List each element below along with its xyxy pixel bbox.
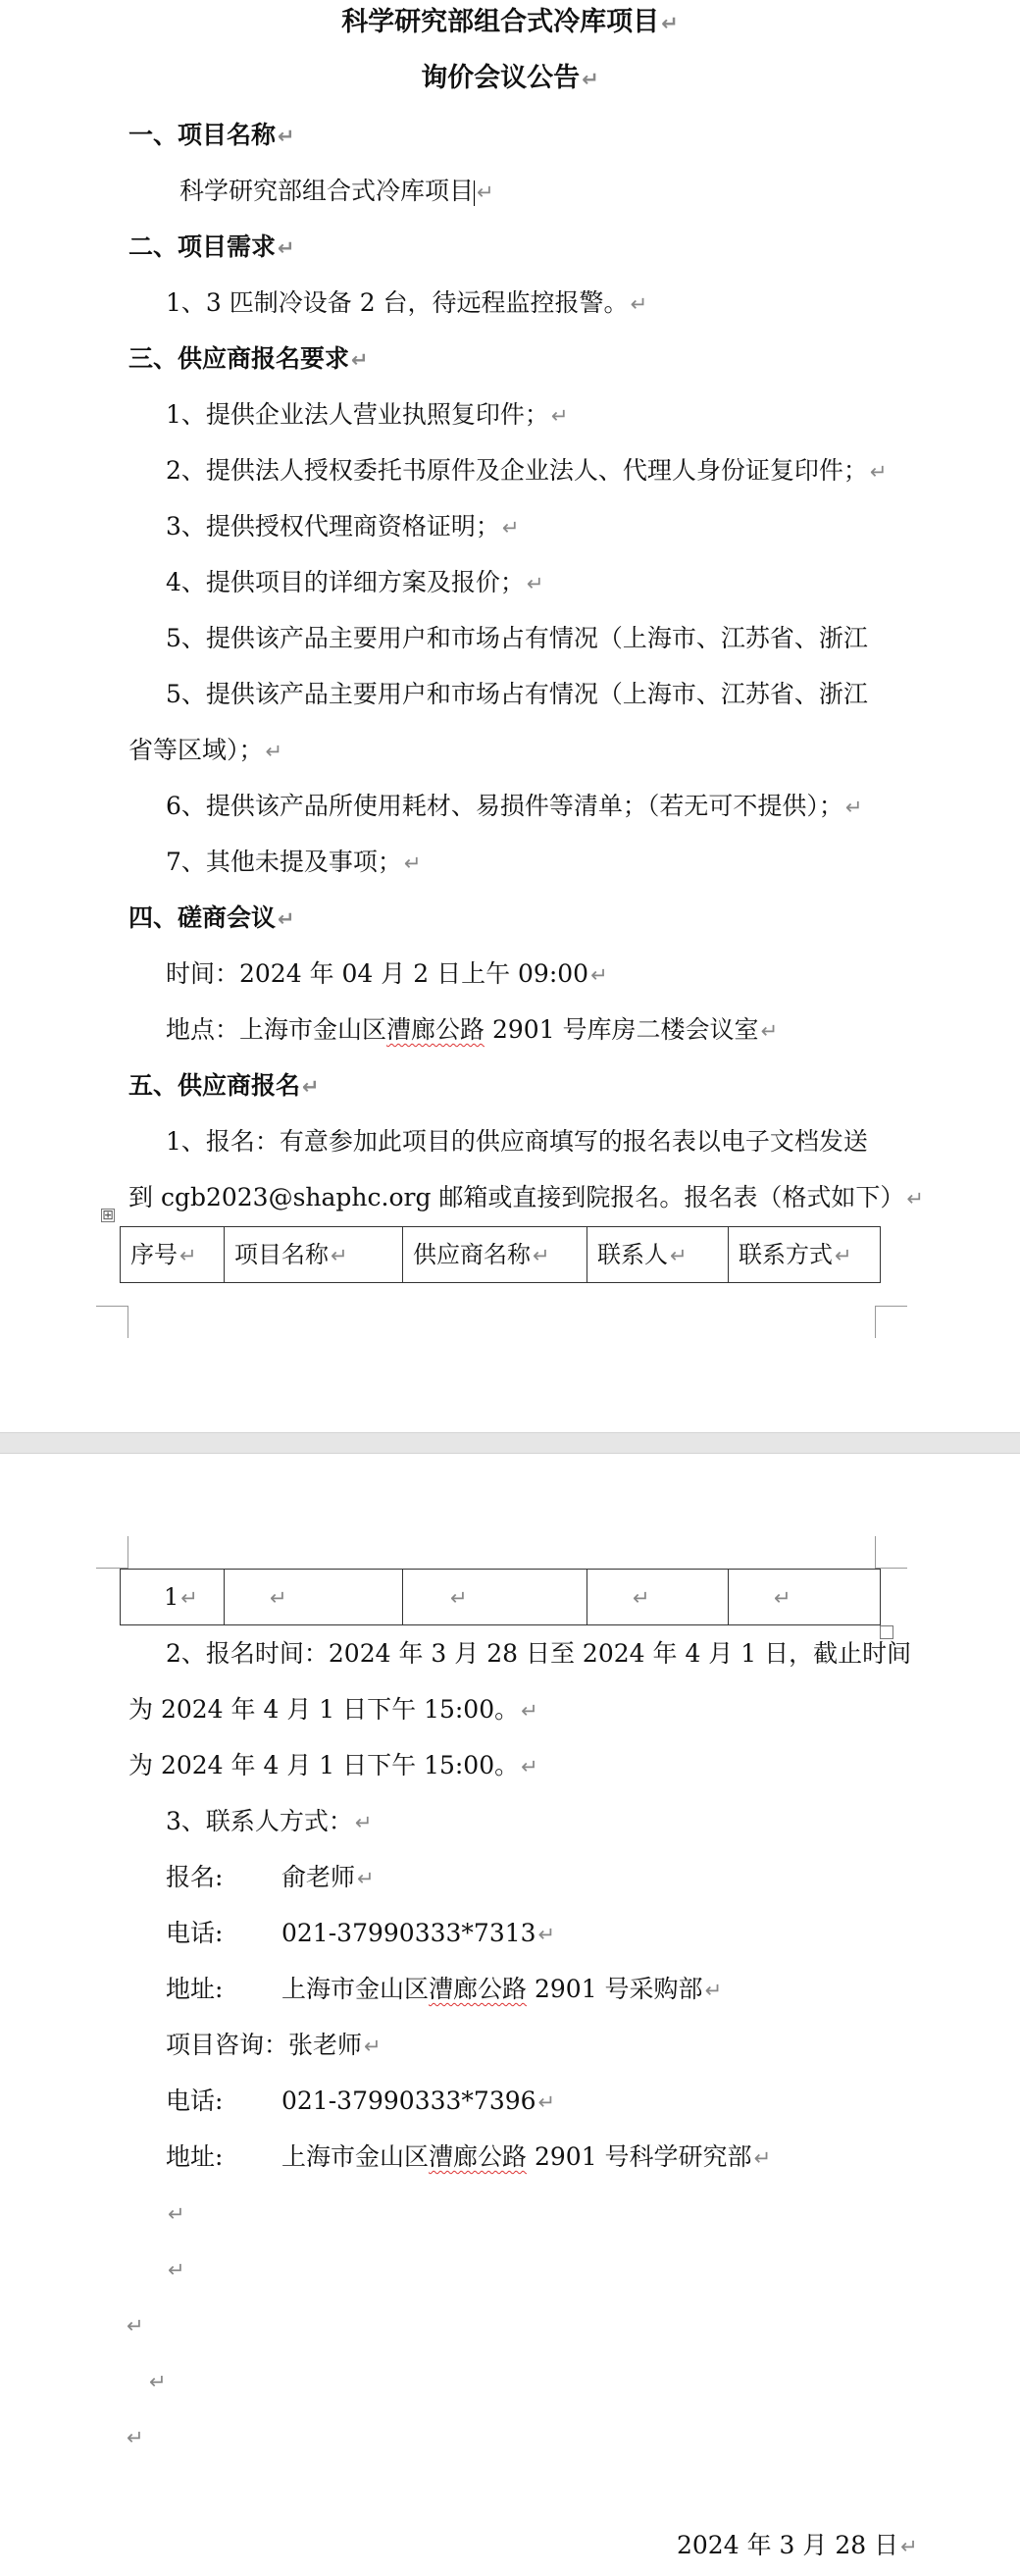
registration-time-line-3: 为 2024 年 4 月 1 日下午 15:00。↵ <box>128 1751 538 1779</box>
contact-heading: 3、联系人方式：↵ <box>166 1807 373 1835</box>
title-line-2: 询价会议公告↵ <box>421 63 599 93</box>
registration-time-line-1: 2、报名时间：2024 年 3 月 28 日至 2024 年 4 月 1 日，截止时间 <box>166 1639 912 1668</box>
empty-paragraph: ↵ <box>168 2258 185 2282</box>
requirement-item: 3、提供授权代理商资格证明；↵ <box>166 512 520 541</box>
empty-paragraph: ↵ <box>149 2370 167 2394</box>
requirement-item: 6、提供该产品所使用耗材、易损件等清单；（若无可不提供）；↵ <box>166 792 863 820</box>
document-date: 2024 年 3 月 28 日↵ <box>677 2531 918 2559</box>
section-2-item-1: 1、3 匹制冷设备 2 台，待远程监控报警。↵ <box>166 288 648 317</box>
section-3-heading: 三、供应商报名要求↵ <box>128 344 369 373</box>
registration-line-2: 到 cgb2023@shaphc.org 邮箱或直接到院报名。报名表（格式如下）↵ <box>128 1183 925 1211</box>
document-page-2 <box>0 1454 1020 2576</box>
table-header-cell: 项目名称↵ <box>225 1227 403 1282</box>
contact-phone-1: 电话: 021-37990333*7313↵ <box>166 1919 556 1947</box>
section-2-heading: 二、项目需求↵ <box>128 232 295 261</box>
table-move-handle-icon[interactable]: ⊞ <box>102 1208 114 1223</box>
empty-paragraph: ↵ <box>127 2426 144 2449</box>
table-cell[interactable]: ↵ <box>774 1586 791 1610</box>
registration-table-row <box>120 1569 881 1625</box>
contact-address-1: 地址: 上海市金山区漕廊公路 2901 号采购部↵ <box>166 1975 723 2003</box>
requirement-item: 1、提供企业法人营业执照复印件；↵ <box>166 400 569 429</box>
contact-registration: 报名: 俞老师↵ <box>166 1863 375 1891</box>
empty-paragraph: ↵ <box>168 2202 185 2226</box>
table-header-cell: 联系人↵ <box>587 1227 729 1282</box>
page-margin-corner <box>875 1536 907 1569</box>
table-cell[interactable]: 1↵ <box>121 1570 225 1624</box>
title-line-1: 科学研究部组合式冷库项目↵ <box>341 7 679 37</box>
table-cell[interactable]: ↵ <box>587 1570 729 1624</box>
section-1-content[interactable]: 科学研究部组合式冷库项目 ↵ <box>179 177 494 205</box>
contact-phone-2: 电话: 021-37990333*7396↵ <box>166 2087 556 2115</box>
registration-time-line-2: 为 2024 年 4 月 1 日下午 15:00。↵ <box>128 1695 538 1724</box>
empty-paragraph: ↵ <box>127 2314 144 2338</box>
requirement-item-continued: 省等区域）；↵ <box>128 736 283 764</box>
requirement-item: 7、其他未提及事项；↵ <box>166 848 422 876</box>
requirement-item: 5、提供该产品主要用户和市场占有情况（上海市、江苏省、浙江 <box>166 680 868 708</box>
table-cell[interactable]: ↵ <box>403 1570 587 1624</box>
requirement-item: 5、提供该产品主要用户和市场占有情况（上海市、江苏省、浙江 <box>166 624 868 652</box>
page-margin-corner <box>875 1306 907 1338</box>
section-1-heading: 一、项目名称↵ <box>128 121 295 149</box>
page-break-gap <box>0 1432 1020 1454</box>
table-header-cell: 序号↵ <box>121 1227 225 1282</box>
page-margin-corner <box>96 1536 128 1569</box>
registration-line-1: 1、报名：有意参加此项目的供应商填写的报名表以电子文档发送 <box>166 1127 868 1156</box>
requirement-item: 4、提供项目的详细方案及报价；↵ <box>166 568 544 596</box>
requirement-item: 2、提供法人授权委托书原件及企业法人、代理人身份证复印件；↵ <box>166 456 888 485</box>
registration-table-header <box>120 1226 881 1283</box>
contact-address-2: 地址: 上海市金山区漕廊公路 2901 号科学研究部↵ <box>166 2142 772 2171</box>
page-margin-corner <box>96 1306 128 1338</box>
section-5-heading: 五、供应商报名↵ <box>128 1071 320 1100</box>
meeting-place: 地点：上海市金山区漕廊公路 2901 号库房二楼会议室↵ <box>166 1015 779 1044</box>
table-header-cell: 供应商名称↵ <box>403 1227 587 1282</box>
contact-consult: 项目咨询：张老师↵ <box>166 2031 382 2059</box>
text-cursor <box>474 180 475 206</box>
table-header-cell: 联系方式↵ <box>739 1241 852 1268</box>
table-cell[interactable]: ↵ <box>225 1570 403 1624</box>
meeting-time: 时间：2024 年 04 月 2 日上午 09:00↵ <box>166 959 608 988</box>
section-4-heading: 四、磋商会议↵ <box>128 903 295 932</box>
